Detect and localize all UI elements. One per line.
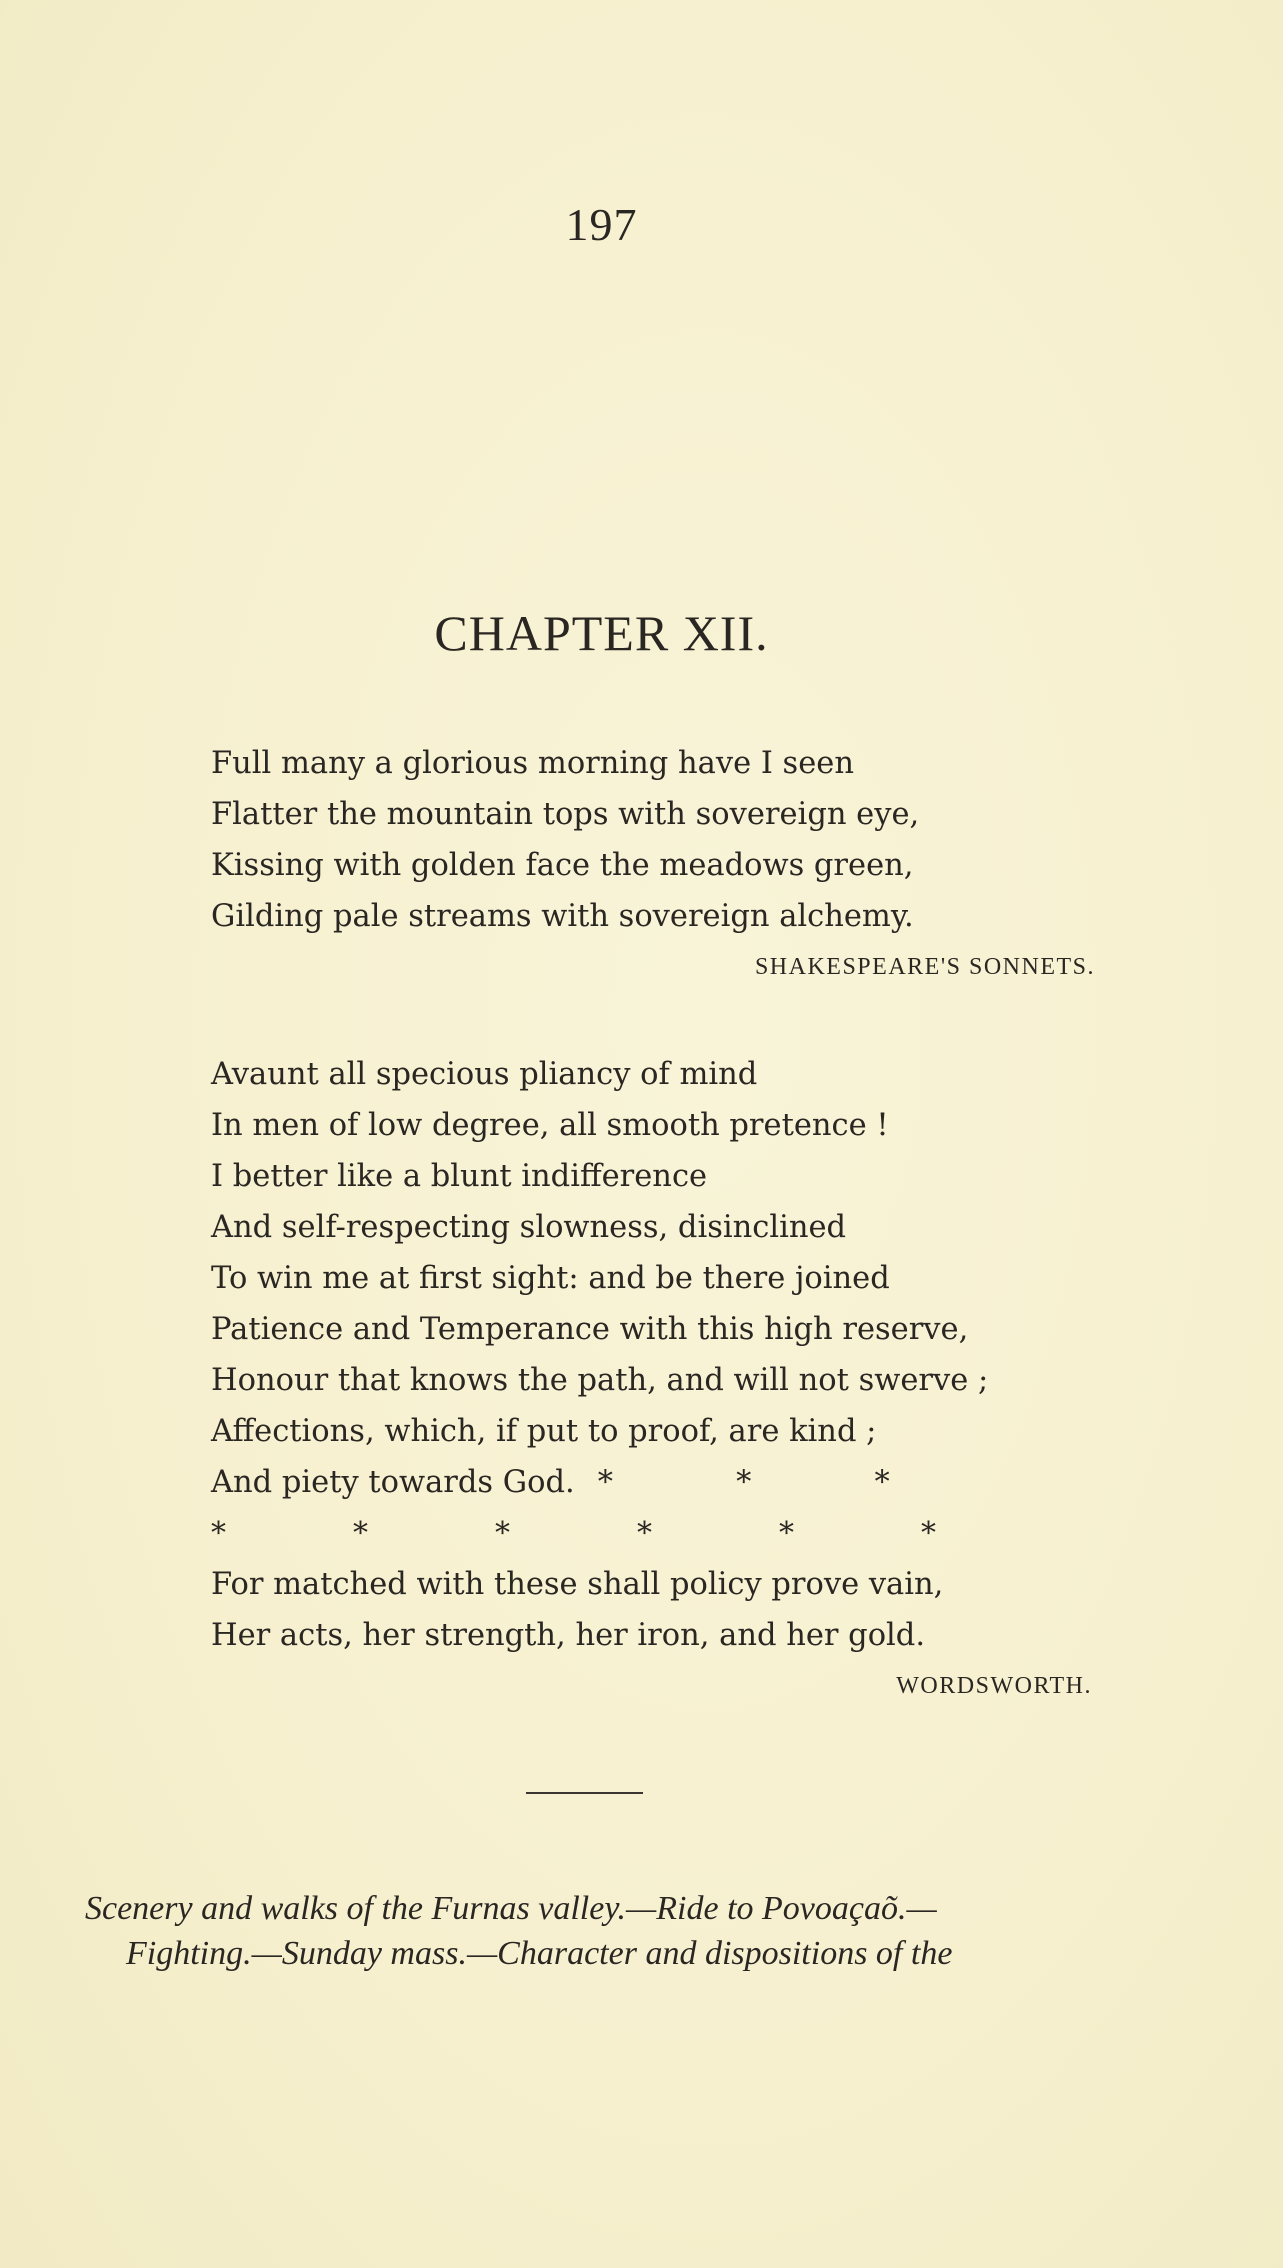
verse-line: I better like a blunt indifference xyxy=(211,1159,708,1194)
verse-line: Patience and Temperance with this high reserve, xyxy=(211,1312,969,1347)
verse-line: For matched with these shall policy prove vain, xyxy=(211,1567,944,1602)
verse-line-with-ellipsis xyxy=(211,1457,1081,1508)
star-mark: * xyxy=(921,1516,936,1551)
chapter-title: CHAPTER XII. xyxy=(434,605,769,661)
verse-line: And self-respecting slowness, disinclined xyxy=(211,1210,847,1245)
chapter-summary-line: Fighting.—Sunday mass.—Character and dispositions of the xyxy=(126,1935,953,1972)
verse-line: Full many a glorious morning have I seen xyxy=(211,746,854,781)
star-mark: * xyxy=(637,1516,652,1551)
epigraph-attribution: WORDSWORTH. xyxy=(896,1673,1092,1699)
section-divider xyxy=(526,1792,643,1794)
epigraph-shakespeare xyxy=(211,738,1095,993)
star-mark: * xyxy=(495,1516,510,1551)
epigraph-attribution: SHAKESPEARE'S SONNETS. xyxy=(754,954,1095,980)
star-mark: * xyxy=(353,1516,368,1551)
star-mark: * xyxy=(736,1465,752,1500)
verse-line: Honour that knows the path, and will not swerve ; xyxy=(211,1363,989,1398)
star-mark: * xyxy=(779,1516,794,1551)
verse-line: Gilding pale streams with sovereign alchemy. xyxy=(211,899,914,934)
verse-line: Her acts, her strength, her iron, and her gold. xyxy=(211,1618,926,1653)
star-mark: * xyxy=(874,1465,890,1500)
verse-line: Flatter the mountain tops with sovereign eye, xyxy=(211,797,920,832)
verse-line: Avaunt all specious pliancy of mind xyxy=(211,1057,758,1092)
ellipsis-star-row xyxy=(211,1508,936,1559)
verse-line: Kissing with golden face the meadows green, xyxy=(211,848,914,883)
verse-line: To win me at first sight: and be there joined xyxy=(211,1261,890,1296)
star-mark: * xyxy=(211,1516,226,1551)
page-number: 197 xyxy=(565,199,638,250)
ellipsis-stars xyxy=(598,1457,890,1508)
verse-line: And piety towards God. xyxy=(211,1465,575,1500)
verse-line: Affections, which, if put to proof, are kind ; xyxy=(211,1414,877,1449)
epigraph-wordsworth xyxy=(211,1049,1092,1712)
chapter-summary-line: Scenery and walks of the Furnas valley.—Ride to Povoaçaõ.— xyxy=(85,1890,937,1927)
star-mark: * xyxy=(597,1465,613,1500)
verse-line: In men of low degree, all smooth pretence ! xyxy=(211,1108,889,1143)
